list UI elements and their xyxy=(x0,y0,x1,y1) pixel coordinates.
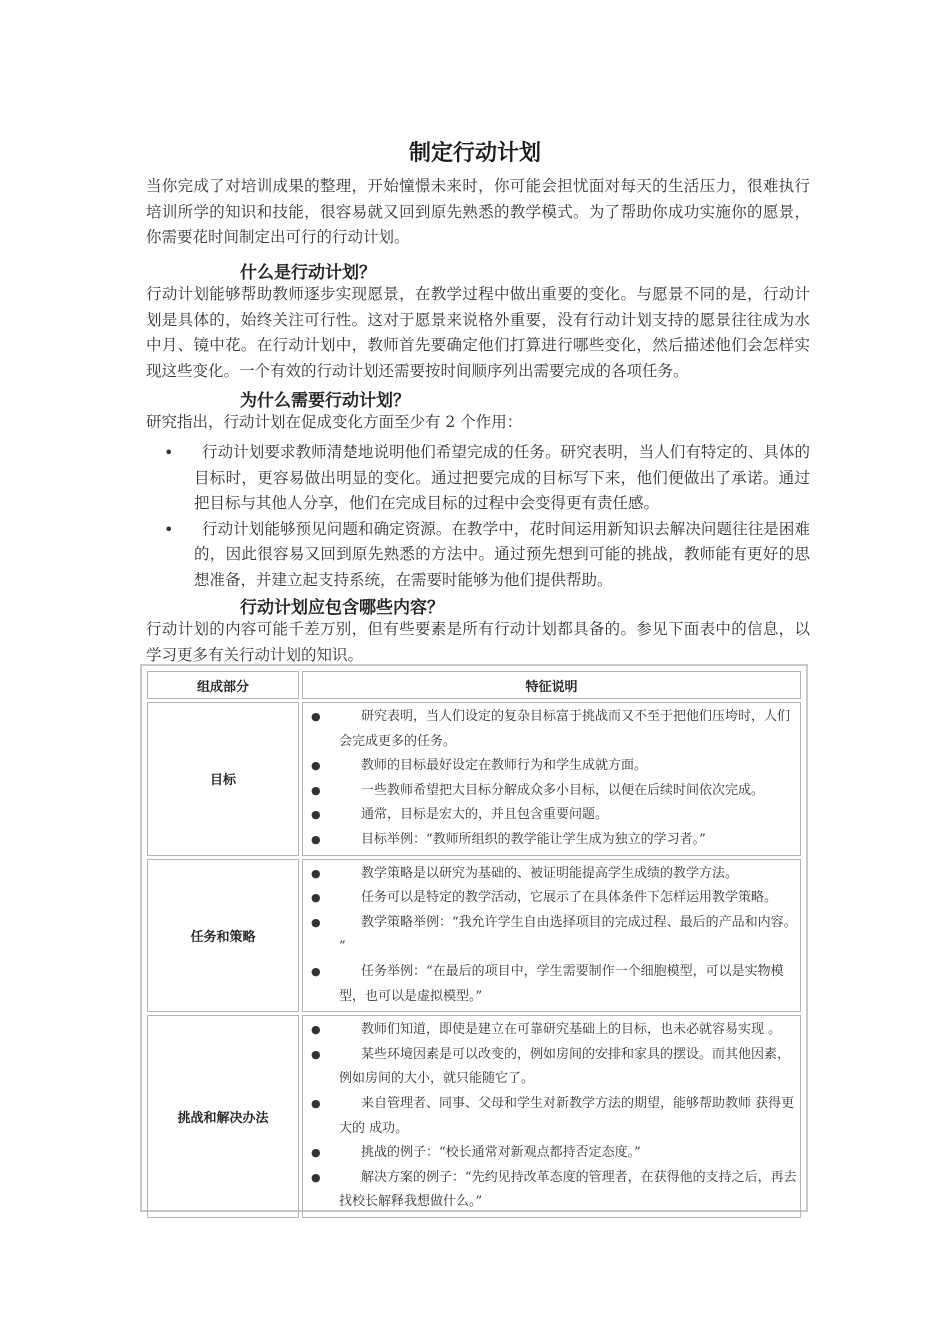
row-label-challenges-solutions: 挑战和解决办法 xyxy=(147,1015,299,1218)
bullet-icon: ● xyxy=(311,1146,321,1160)
list-item: ● 一些教师希望把大目标分解成众多小目标，以便在后续时间依次完成。 xyxy=(303,779,798,804)
column-header-description: 特征说明 xyxy=(302,671,801,699)
list-item: ● 教师的目标最好设定在教师行为和学生成就方面。 xyxy=(303,754,798,779)
page-title: 制定行动计划 xyxy=(408,141,541,166)
bullet-icon: ● xyxy=(311,1023,321,1037)
list-item: ● 来自管理者、同事、父母和学生对新教学方法的期望，能够帮助教师 获得更大的 成功。 xyxy=(303,1092,798,1141)
section3-heading: 行动计划应包含哪些内容？ xyxy=(240,598,444,618)
bullet-icon: ● xyxy=(311,1170,321,1184)
bullet-icon: ● xyxy=(311,915,321,929)
table-row xyxy=(147,702,801,856)
row-label-goals: 目标 xyxy=(147,702,299,856)
column-header-component: 组成部分 xyxy=(147,671,299,699)
list-item: ● 教学策略举例：“我允许学生自由选择项目的完成过程、最后的产品和内容。 ” xyxy=(303,911,798,960)
section3-paragraph: 行动计划的内容可能千差万别，但有些要素是所有行动计划都具备的。参见下面表中的信息，以学习更多有关行动计划的知识。 xyxy=(146,620,810,664)
row-description xyxy=(302,1015,801,1218)
list-item: ● 解决方案的例子：“先约见持改革态度的管理者，在获得他的支持之后，再去找校长解释我想做什么。” xyxy=(303,1166,798,1215)
list-item: ● 通常，目标是宏大的，并且包含重要问题。 xyxy=(303,803,798,828)
bullet-icon: ● xyxy=(311,759,321,773)
list-item: ● 目标举例：“教师所组织的教学能让学生成为独立的学习者。” xyxy=(303,828,798,853)
list-item: ● 挑战的例子：“校长通常对新观点都持否定态度。” xyxy=(303,1141,798,1166)
row-label-tasks-strategies: 任务和策略 xyxy=(147,859,299,1013)
list-item: ● 任务可以是特定的教学活动，它展示了在具体条件下怎样运用教学策略。 xyxy=(303,886,798,911)
bullet-icon: ● xyxy=(311,1047,321,1061)
bullet-icon: • xyxy=(164,443,174,462)
section2-bullet-list xyxy=(146,440,810,593)
list-item: ● 任务举例：“在最后的项目中，学生需要制作一个细胞模型，可以是实物模型，也可以是虚拟模型。” xyxy=(303,960,798,1009)
bullet-icon: ● xyxy=(311,866,321,880)
components-table xyxy=(140,664,808,1212)
list-item: ● 某些环境因素是可以改变的，例如房间的安排和家具的摆设。而其他因素，例如房间的大小，就只能随它了。 xyxy=(303,1043,798,1092)
section2-heading: 为什么需要行动计划？ xyxy=(240,391,410,411)
row-description xyxy=(302,702,801,856)
table-row xyxy=(147,1015,801,1218)
list-item: • 行动计划要求教师清楚地说明他们希望完成的任务。研究表明，当人们有特定的、具体的目标时，更容易做出明显的变化。通过把要完成的目标写下来，他们便做出了承诺。通过把目标与其他人分享，他们在完成目标的过程中会变得更有责任感。 xyxy=(146,440,810,517)
section1-paragraph: 行动计划能够帮助教师逐步实现愿景，在教学过程中做出重要的变化。与愿景不同的是，行动计划是具体的，始终关注可行性。这对于愿景来说格外重要，没有行动计划支持的愿景往往成为水中月、镜中花。在行动计划中，教师首先要确定他们打算进行哪些变化，然后描述他们会怎样实现这些变化。一个有效的行动计划还需要按时间顺序列出需要完成的各项任务。 xyxy=(146,285,810,380)
list-item: ● 教师们知道，即使是建立在可靠研究基础上的目标，也未必就容易实现 。 xyxy=(303,1018,798,1043)
list-item: • 行动计划能够预见问题和确定资源。在教学中，花时间运用新知识去解决问题往往是困难的，因此很容易又回到原先熟悉的方法中。通过预先想到可能的挑战，教师能有更好的思想准备，并建立起支持系统，在需要时能够为他们提供帮助。 xyxy=(146,517,810,594)
list-item: ● 教学策略是以研究为基础的、被证明能提高学生成绩的教学方法。 xyxy=(303,862,798,887)
intro-paragraph: 当你完成了对培训成果的整理，开始憧憬未来时，你可能会担忧面对每天的生活压力，很难执行培训所学的知识和技能，很容易就又回到原先熟悉的教学模式。为了帮助你成功实施你的愿景，你需要花时间制定出可行的行动计划。 xyxy=(146,177,810,246)
bullet-icon: ● xyxy=(311,891,321,905)
bullet-icon: ● xyxy=(311,710,321,723)
bullet-icon: ● xyxy=(311,783,321,797)
section1-heading: 什么是行动计划？ xyxy=(240,263,376,283)
section2-intro: 研究指出，行动计划在促成变化方面至少有 2 个作用： xyxy=(146,413,523,431)
bullet-icon: ● xyxy=(311,832,321,846)
row-description xyxy=(302,859,801,1013)
bullet-icon: • xyxy=(164,519,174,539)
table-header-row xyxy=(147,671,801,699)
list-item: ● 研究表明，当人们设定的复杂目标富于挑战而又不至于把他们压垮时，人们会完成更多的任务。 xyxy=(303,705,798,754)
table-row xyxy=(147,859,801,1013)
bullet-icon: ● xyxy=(311,964,321,978)
bullet-icon: ● xyxy=(311,1096,321,1110)
bullet-icon: ● xyxy=(311,808,321,822)
